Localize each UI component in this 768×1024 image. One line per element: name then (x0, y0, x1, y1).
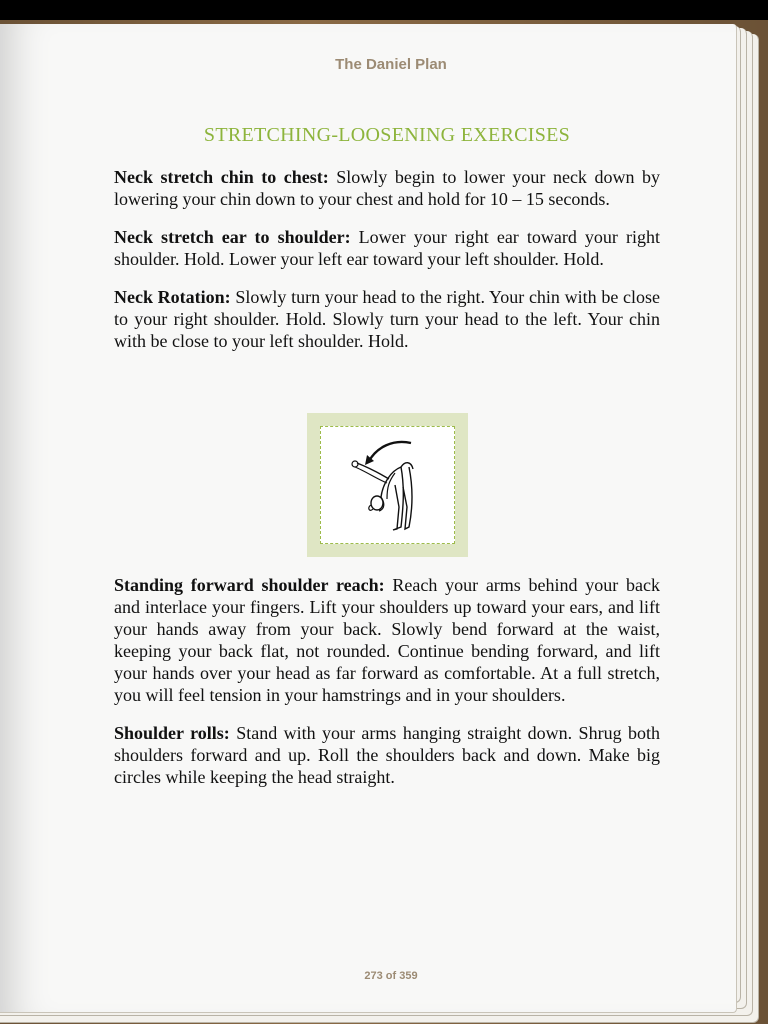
paragraph-text: Stand with your arms hanging straight down. Shrug both shoulders forward and up. Roll the shoulders back and down. Make big circles while keeping the head straight. (114, 723, 660, 787)
paragraph-heading: Neck stretch ear to shoulder: (114, 227, 351, 247)
paragraph-text: Slowly turn your head to the right. Your chin with be close to your right shoulder. Hold. Slowly turn your head to the left. Your chin with be close to your left shoulder. Hold. (114, 287, 660, 351)
paragraph-neck-chin (114, 166, 660, 210)
paragraph-shoulder-rolls (114, 722, 660, 788)
paragraph-neck-ear (114, 226, 660, 270)
section-title: STRETCHING-LOOSENING EXERCISES (203, 124, 571, 146)
paragraph-heading: Neck Rotation: (114, 287, 231, 307)
paragraph-text: Slowly begin to lower your neck down by lowering your chin down to your chest and hold for 10 – 15 seconds. (114, 167, 660, 209)
paragraph-heading: Standing forward shoulder reach: (114, 575, 385, 595)
paragraph-heading: Neck stretch chin to chest: (114, 167, 329, 187)
page-number: 273 of 359 (364, 970, 418, 982)
paragraph-heading: Shoulder rolls: (114, 723, 230, 743)
book-page[interactable] (0, 24, 737, 1013)
paragraph-forward-reach (114, 574, 660, 706)
paragraph-text: Lower your right ear toward your right shoulder. Hold. Lower your left ear toward your left shoulder. Hold. (114, 227, 660, 269)
body-text-bottom (114, 574, 660, 804)
forward-bend-stretch-icon (321, 427, 454, 543)
body-text-top (114, 166, 660, 368)
exercise-figure[interactable] (307, 413, 468, 557)
paragraph-text: Reach your arms behind your back and interlace your fingers. Lift your shoulders up toward your ears, and lift your hands away from your back. Slowly bend forward at the waist, keeping your back flat, not rounded. Continue bending forward, and lift your hands over your head as far forward as comfortable. At a full stretch, you will feel tension in your hamstrings and in your shoulders. (114, 575, 661, 705)
running-head: The Daniel Plan (335, 56, 447, 73)
paragraph-neck-rotation (114, 286, 660, 352)
figure-frame (320, 426, 455, 544)
